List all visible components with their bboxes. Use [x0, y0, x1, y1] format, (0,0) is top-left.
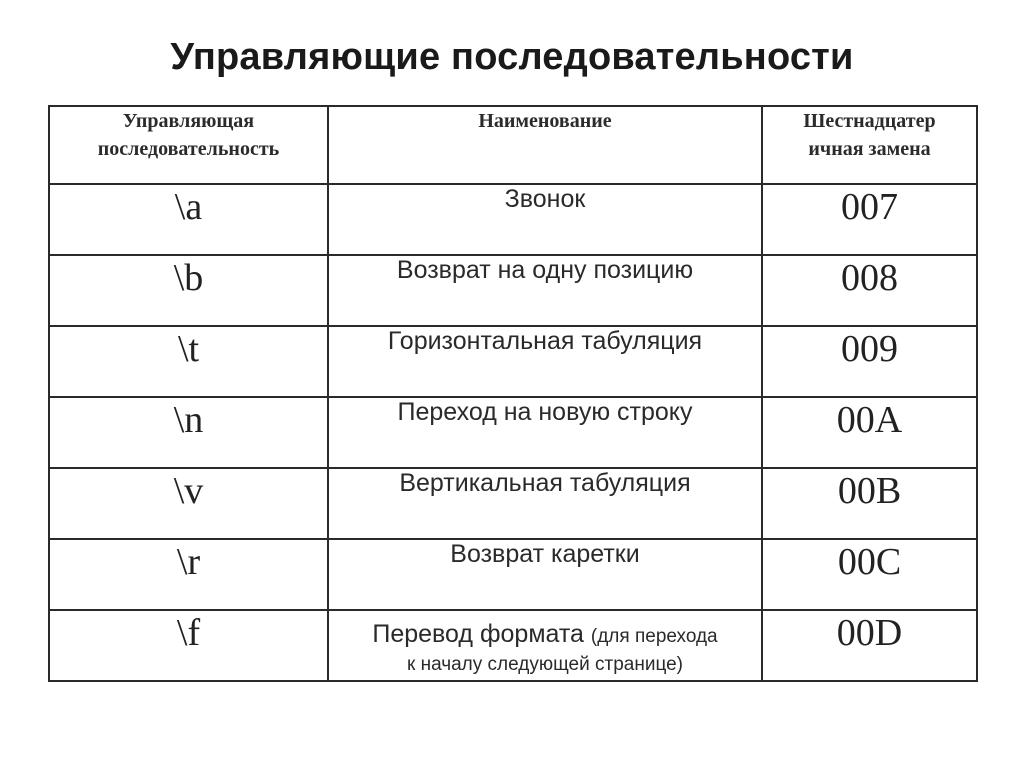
name-cell: Возврат на одну позицию [328, 255, 762, 326]
name-cell-note-line2: к началу следующей странице) [406, 654, 684, 675]
hex-cell: 00D [762, 610, 977, 681]
escape-sequence-table [48, 105, 978, 682]
hex-cell: 00B [762, 468, 977, 539]
header-escape-sequence-line2: последовательность [97, 138, 280, 160]
hex-cell: 00C [762, 539, 977, 610]
header-escape-sequence-line1: Управляющая [122, 110, 255, 132]
header-hex-replacement [762, 106, 977, 184]
header-hex-line2: ичная замена [808, 138, 931, 160]
table-row [49, 184, 977, 255]
escape-cell: \r [49, 539, 328, 610]
hex-cell: 00A [762, 397, 977, 468]
table-row [49, 326, 977, 397]
hex-cell: 007 [762, 184, 977, 255]
table-row [49, 610, 977, 681]
table-row [49, 255, 977, 326]
header-hex-line1: Шестнадцатер [803, 110, 936, 132]
name-cell [328, 610, 762, 681]
escape-cell: \t [49, 326, 328, 397]
header-escape-sequence [49, 106, 328, 184]
header-name-text: Наименование [478, 110, 612, 132]
name-cell: Горизонтальная табуляция [328, 326, 762, 397]
escape-cell: \n [49, 397, 328, 468]
page-title: Управляющие последовательности [170, 36, 854, 78]
escape-cell: \v [49, 468, 328, 539]
table-row [49, 397, 977, 468]
hex-cell: 008 [762, 255, 977, 326]
name-cell: Вертикальная табуляция [328, 468, 762, 539]
name-cell-note: (для перехода [590, 626, 718, 647]
header-name [328, 106, 762, 184]
table-header-row [49, 106, 977, 184]
name-cell: Возврат каретки [328, 539, 762, 610]
table-row [49, 539, 977, 610]
name-cell: Звонок [328, 184, 762, 255]
name-cell-text: Перевод формата [372, 620, 584, 648]
escape-cell: \f [49, 610, 328, 681]
table-row [49, 468, 977, 539]
escape-cell: \b [49, 255, 328, 326]
hex-cell: 009 [762, 326, 977, 397]
name-cell: Переход на новую строку [328, 397, 762, 468]
escape-cell: \a [49, 184, 328, 255]
